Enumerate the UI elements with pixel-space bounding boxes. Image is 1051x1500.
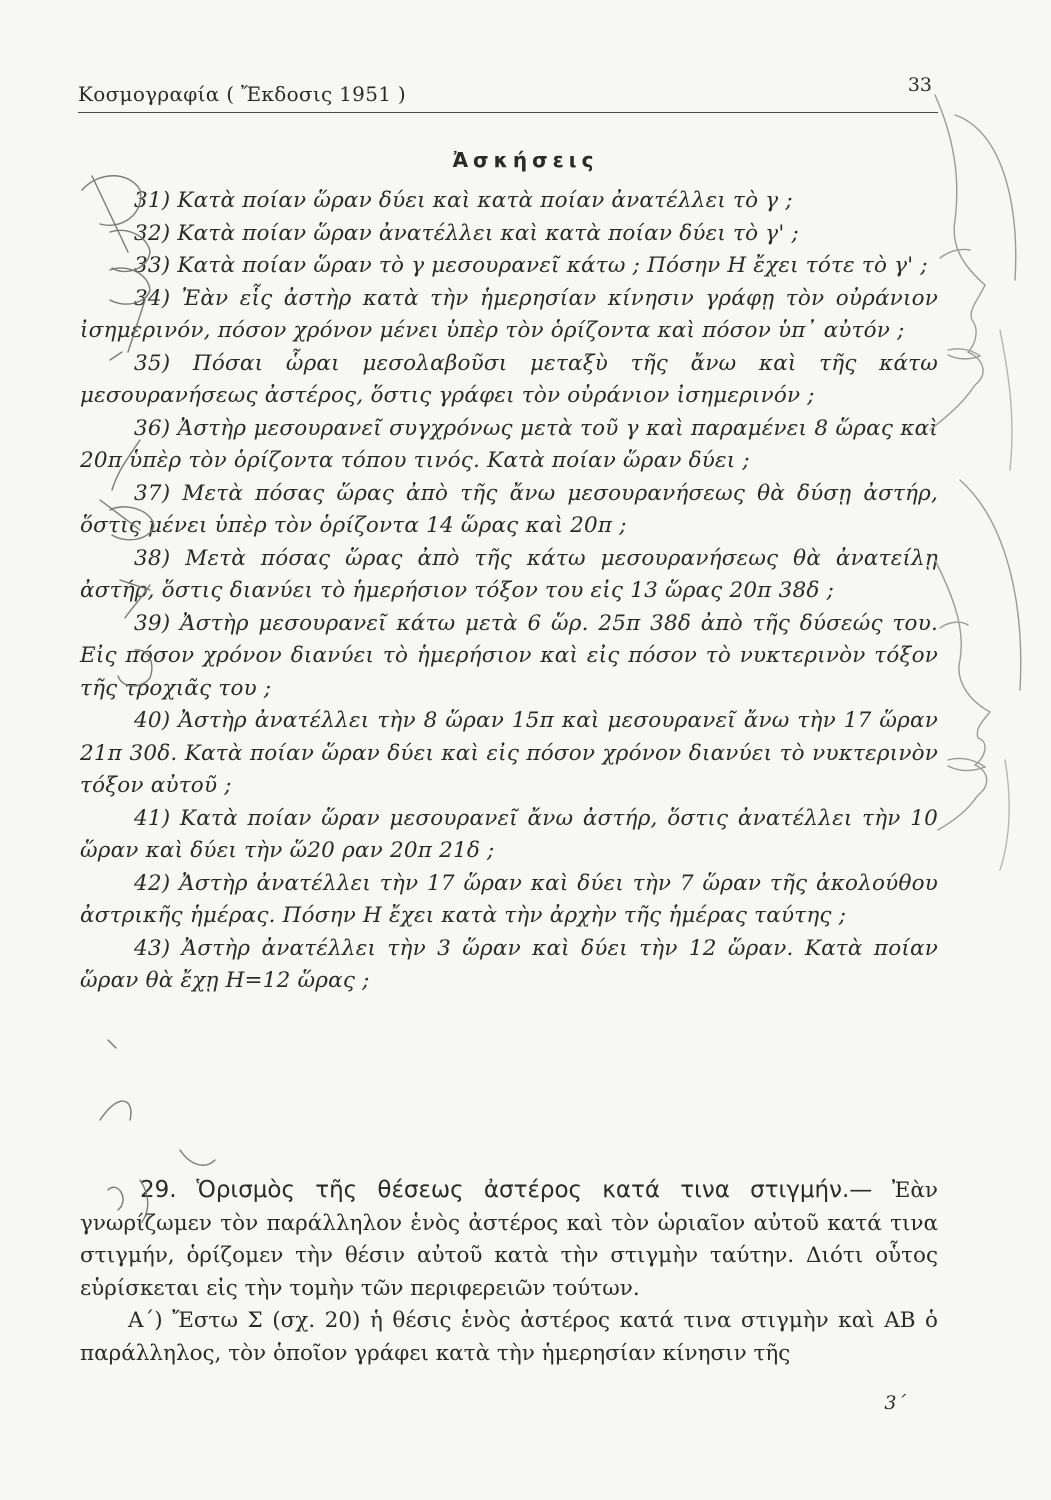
section-29-lead [80, 1174, 938, 1305]
exercise-32: 32) Κατὰ ποίαν ὥραν ἀνατέλλει καὶ κατὰ ποίαν δύει τὸ γ' ; [134, 220, 799, 246]
section-29 [80, 1174, 938, 1370]
section-title: Ἀσκήσεις [452, 148, 599, 172]
exercise-36: 36) Ἀστὴρ μεσουρανεῖ συγχρόνως μετὰ τοῦ γ καὶ παραμένει 8 ὥρας καὶ 20π ὑπὲρ τὸν ὁρίζοντα τόπου τινός. Κατὰ ποίαν ὥραν δύει ; [80, 415, 938, 473]
exercise-34: 34) Ἐὰν εἷς ἀστὴρ κατὰ τὴν ἡμερησίαν κίνησιν γράφῃ τὸν οὐράνιον ἰσημερινόν, πόσον χρόνον μένει ὑπὲρ τὸν ὁρίζοντα καὶ πόσον ὑπ᾽ αὐτόν ; [80, 285, 938, 343]
running-head-title: Κοσμογραφία ( Ἔκδοσις 1951 ) [78, 82, 407, 106]
section-29-text: Ἐὰν γνωρίζωμεν τὸν παράλληλον ἑνὸς ἀστέρος καὶ τὸν ὡριαῖον αὐτοῦ κατά τινα στιγμήν, ὁρίζομεν τὴν θέσιν αὐτοῦ κατὰ τὴν στιγμὴν ταύτην. Διότι οὗτος εὑρίσκεται εἰς τὴν τομὴν τῶν περιφερειῶν τούτων. [80, 1178, 938, 1301]
exercise-40: 40) Ἀστὴρ ἀνατέλλει τὴν 8 ὥραν 15π καὶ μεσουρανεῖ ἄνω τὴν 17 ὥραν 21π 30δ. Κατὰ ποίαν ὥραν δύει καὶ εἰς πόσον χρόνον διανύει τὸ νυκτερινὸν τόξον αὐτοῦ ; [80, 708, 938, 798]
exercise-39: 39) Ἀστὴρ μεσουρανεῖ κάτω μετὰ 6 ὥρ. 25π 38δ ἀπὸ τῆς δύσεώς του. Εἰς πόσον χρόνον διανύει τὸ ἡμερήσιον καὶ εἰς πόσον τὸ νυκτερινὸν τόξον τῆς τροχιᾶς του ; [80, 610, 938, 701]
section-29-number: 29. [140, 1177, 177, 1203]
exercise-43: 43) Ἀστὴρ ἀνατέλλει τὴν 3 ὥραν καὶ δύει τὴν 12 ὥραν. Κατὰ ποίαν ὥραν θὰ ἔχῃ Η=12 ὥρας ; [80, 935, 938, 993]
exercise-37: 37) Μετὰ πόσας ὥρας ἀπὸ τῆς ἄνω μεσουρανήσεως θὰ δύσῃ ἀστήρ, ὅστις μένει ὑπὲρ τὸν ὁρίζοντα 14 ὥρας καὶ 20π ; [80, 480, 938, 538]
exercise-41: 41) Κατὰ ποίαν ὥραν μεσουρανεῖ ἄνω ἀστήρ, ὅστις ἀνατέλλει τὴν 10 ὥραν καὶ δύει τὴν ὥ20 ραν 20π 21δ ; [80, 805, 938, 863]
exercise-31: 31) Κατὰ ποίαν ὥραν δύει καὶ κατὰ ποίαν ἀνατέλλει τὸ γ ; [134, 188, 793, 213]
exercise-35: 35) Πόσαι ὧραι μεσολαβοῦσι μεταξὺ τῆς ἄνω καὶ τῆς κάτω μεσουρανήσεως ἀστέρος, ὅστις γράφει τὸν οὐράνιον ἰσημερινόν ; [80, 350, 938, 408]
exercise-42: 42) Ἀστὴρ ἀνατέλλει τὴν 17 ὥραν καὶ δύει τὴν 7 ὥραν τῆς ἀκολούθου ἀστρικῆς ἡμέρας. Πόσην Η ἔχει κατὰ τὴν ἀρχὴν τῆς ἡμέρας ταύτης ; [80, 870, 938, 928]
page-number: 33 [907, 74, 932, 96]
exercise-33: 33) Κατὰ ποίαν ὥραν τὸ γ μεσουρανεῖ κάτω ; Πόσην Η ἔχει τότε τὸ γ' ; [134, 253, 928, 278]
exercise-38: 38) Μετὰ πόσας ὥρας ἀπὸ τῆς κάτω μεσουρανήσεως θὰ ἀνατείλῃ ἀστήρ, ὅστις διανύει τὸ ἡμερήσιον τόξον του εἰς 13 ὥρας 20π 38δ ; [80, 545, 938, 603]
section-29-heading: Ὁρισμὸς τῆς θέσεως ἀστέρος κατά τινα στιγμήν.— [196, 1177, 873, 1203]
section-29-case-a: Α΄) Ἔστω Σ (σχ. 20) ἡ θέσις ἑνὸς ἀστέρος κατά τινα στιγμὴν καὶ ΑΒ ὁ παράλληλος, τὸν ὁποῖον γράφει κατὰ τὴν ἡμερησίαν κίνησιν τῆς [80, 1308, 938, 1366]
signature-mark: 3΄ [884, 1392, 906, 1414]
running-head [78, 74, 938, 113]
exercise-list [80, 185, 938, 998]
